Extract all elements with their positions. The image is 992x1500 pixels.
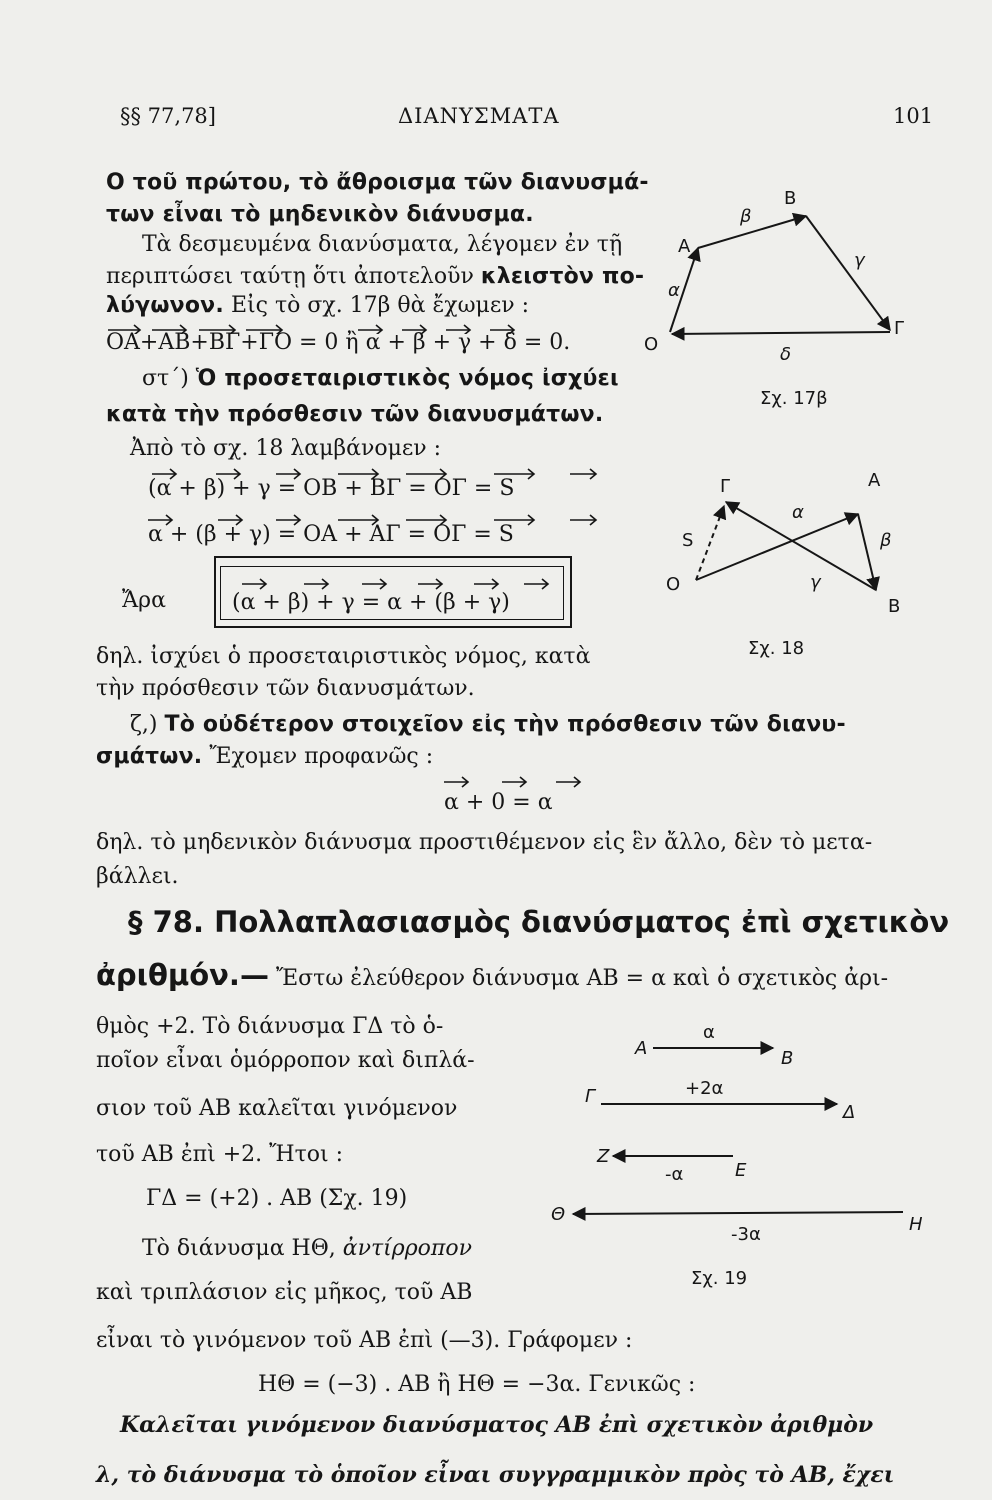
section-title: Ὁ προσεταιριστικὸς νόμος ἰσχύει — [195, 366, 619, 391]
vector-arrows — [440, 772, 590, 788]
text-line: σιον τοῦ AB καλεῖται γινόμενον — [96, 1096, 458, 1121]
figure-caption: Σχ. 18 — [748, 638, 805, 659]
arrow-mark — [218, 515, 242, 525]
equation: α + (β + γ) = OA + AΓ = OΓ = S — [148, 522, 514, 547]
vector-label: -3α — [731, 1224, 761, 1245]
text-line — [142, 366, 619, 391]
vector-ab — [858, 514, 876, 590]
arrow-mark — [474, 579, 498, 589]
vector-label: γ — [810, 572, 821, 593]
point-label: B — [888, 596, 901, 617]
figure-18 — [660, 472, 920, 662]
point-label: B — [784, 188, 797, 209]
text-line: βάλλει. — [96, 864, 179, 889]
text-line: Ἀπὸ τὸ σχ. 18 λαμβάνομεν : — [130, 436, 442, 461]
arrow-mark — [276, 469, 300, 479]
arrow-mark — [216, 469, 240, 479]
point-label: Δ — [843, 1102, 856, 1123]
point-label: A — [678, 236, 691, 257]
text-line: των εἶναι τὸ μηδενικὸν διάνυσμα. — [106, 202, 534, 227]
item-label: στ΄) — [142, 366, 189, 391]
arrow-mark — [406, 469, 446, 479]
text-line: θμὸς +2. Τὸ διάνυσμα ΓΔ τὸ ὁ- — [96, 1014, 444, 1039]
vector-bg — [806, 216, 890, 330]
equation-associative: (α + β) + γ = α + (β + γ) — [232, 590, 510, 615]
text-line: τὴν πρόσθεσιν τῶν διανυσμάτων. — [96, 676, 475, 701]
point-label: H — [909, 1214, 923, 1235]
vector-label: δ — [780, 344, 792, 365]
arrow-mark — [242, 579, 266, 589]
equation: HΘ = (−3) . AB ἢ HΘ = −3α. Γενικῶς : — [258, 1372, 696, 1397]
text-line — [106, 293, 529, 318]
arrow-mark — [199, 325, 235, 334]
vector-og — [696, 506, 724, 580]
point-label: Γ — [720, 476, 731, 497]
arrow-mark — [490, 325, 514, 334]
emphasis: κλειστὸν πο- — [480, 264, 645, 289]
text-line — [96, 744, 433, 769]
text-line — [142, 1236, 472, 1261]
section-title: κατὰ τὴν πρόσθεσιν τῶν διανυσμάτων. — [106, 402, 604, 427]
vector-label: β — [740, 206, 752, 227]
arrow-mark — [148, 515, 172, 525]
arrow-mark — [524, 579, 548, 589]
arrow-mark — [338, 515, 378, 525]
definition-line: λ, τὸ διάνυσμα τὸ ὁποῖον εἶναι συγγραμμικὸν πρὸς τὸ AB, ἔχει — [96, 1462, 895, 1488]
vector-label: γ — [854, 250, 865, 271]
point-label: E — [735, 1160, 747, 1181]
point-label: Γ — [585, 1086, 596, 1107]
section-title: σμάτων. — [96, 744, 203, 769]
arrow-mark — [444, 777, 468, 787]
arrow-mark — [502, 777, 526, 787]
item-label: ζ,) — [130, 712, 158, 737]
section-heading: ἀριθμόν.— — [96, 958, 269, 992]
arrow-mark — [152, 469, 176, 479]
arrow-mark — [276, 515, 300, 525]
arrow-mark — [304, 579, 328, 589]
emphasis: λύγωνον. — [106, 293, 224, 318]
text-line: ποῖον εἶναι ὁμόρροπον καὶ διπλά- — [96, 1048, 475, 1073]
page-number: 101 — [893, 104, 934, 128]
text-line: Ἄρα — [122, 588, 166, 613]
arrow-mark — [446, 325, 470, 334]
text-line — [130, 712, 846, 737]
arrow-mark — [556, 777, 580, 787]
vector-ab — [698, 216, 806, 248]
text-line: δηλ. ἰσχύει ὁ προσεταιριστικὸς νόμος, κατὰ — [96, 644, 591, 669]
vector-hth — [573, 1212, 903, 1214]
point-label: Z — [597, 1146, 610, 1167]
vector-arrows — [100, 318, 620, 334]
arrow-mark — [152, 325, 186, 334]
arrow-mark — [406, 515, 446, 525]
vector-arrows — [228, 574, 558, 590]
arrow-mark — [362, 579, 386, 589]
equation: ΓΔ = (+2) . AB (Σχ. 19) — [146, 1186, 408, 1211]
header-section-ref: §§ 77,78] — [120, 104, 216, 128]
vector-arrows — [140, 462, 610, 532]
text-span: Εἰς τὸ σχ. 17β θὰ ἔχωμεν : — [230, 293, 530, 318]
point-label: A — [635, 1038, 648, 1059]
vector-label: S — [682, 530, 694, 551]
arrow-mark — [358, 325, 382, 334]
vector-label: α — [703, 1022, 715, 1043]
arrow-mark — [570, 469, 596, 479]
definition-line: Καλεῖται γινόμενον διανύσματος AB ἐπὶ σχετικὸν ἀριθμὸν — [120, 1412, 874, 1438]
figure-17b — [640, 170, 930, 410]
point-label: A — [868, 472, 881, 491]
text-span: Ἔχομεν προφανῶς : — [209, 744, 434, 769]
section-heading: § 78. Πολλαπλασιασμὸς διανύσματος ἐπὶ σχετικὸν — [128, 905, 950, 939]
arrow-mark — [570, 515, 596, 525]
text-line: καὶ τριπλάσιον εἰς μῆκος, τοῦ AB — [96, 1280, 473, 1305]
text-line: δηλ. τὸ μηδενικὸν διάνυσμα προστιθέμενον εἰς ἓν ἄλλο, δὲν τὸ μετα- — [96, 830, 873, 855]
arrow-mark — [418, 579, 442, 589]
text-line: εἶναι τὸ γινόμενον τοῦ AB ἐπὶ (—3). Γράφομεν : — [96, 1328, 633, 1353]
vector-go — [672, 332, 890, 334]
vector-label: +2α — [685, 1078, 724, 1099]
arrow-mark — [108, 325, 140, 334]
arrow-mark — [246, 325, 282, 334]
figure-19 — [545, 1018, 935, 1298]
vector-oa — [696, 514, 858, 580]
text-line — [106, 264, 644, 289]
point-label: Θ — [551, 1204, 566, 1225]
equation-closed-polygon: OA+AB+BΓ+ΓO = 0 ἢ α + β + γ + δ = 0. — [106, 330, 571, 355]
text-span: Ἔστω ἐλεύθερον διάνυσμα AB = α καὶ ὁ σχετικὸς ἀρι- — [275, 966, 889, 991]
arrow-mark — [338, 469, 378, 479]
point-label: O — [644, 334, 659, 355]
vector-label: α — [792, 502, 804, 523]
point-label: Γ — [894, 318, 905, 339]
vector-label: β — [880, 530, 892, 551]
equation: (α + β) + γ = OB + BΓ = OΓ = S — [148, 476, 515, 501]
vector-label: α — [668, 280, 680, 301]
arrow-mark — [494, 515, 534, 525]
section-title: Τὸ οὐδέτερον στοιχεῖον εἰς τὴν πρόσθεσιν τῶν διανυ- — [164, 712, 846, 737]
text-line: τοῦ AB ἐπὶ +2. Ἤτοι : — [96, 1142, 344, 1167]
point-label: O — [666, 574, 681, 595]
figure-caption: Σχ. 17β — [760, 388, 828, 409]
emphasis: ἀντίρροπον — [342, 1236, 472, 1261]
running-title: ΔΙΑΝΥΣΜΑΤΑ — [398, 104, 560, 128]
arrow-mark — [402, 325, 426, 334]
point-label: B — [781, 1048, 794, 1069]
vector-label: -α — [665, 1164, 684, 1185]
text-span: περιπτώσει ταύτῃ ὅτι ἀποτελοῦν — [106, 264, 474, 289]
text-line — [96, 958, 888, 992]
equation-neutral: α + 0 = α — [444, 790, 553, 815]
text-line: Τὰ δεσμευμένα διανύσματα, λέγομεν ἐν τῇ — [142, 232, 623, 257]
arrow-mark — [494, 469, 534, 479]
text-span: Τὸ διάνυσμα ΗΘ, — [142, 1236, 336, 1261]
figure-caption: Σχ. 19 — [691, 1268, 748, 1289]
text-line: Ο τοῦ πρώτου, τὸ ἄθροισμα τῶν διανυσμά- — [106, 170, 649, 195]
